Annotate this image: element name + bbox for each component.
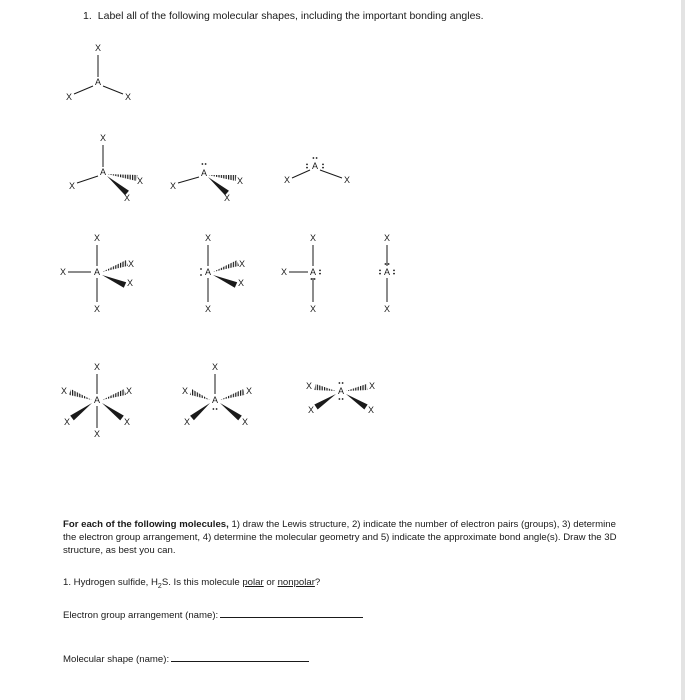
ligand-atom: X [94, 43, 102, 53]
lone-pair-dot [379, 270, 381, 272]
ligand-atom: X [236, 176, 244, 186]
lone-pair-dot [385, 263, 387, 265]
bond-line [74, 86, 93, 94]
ligand-atom: X [68, 181, 76, 191]
h2s-question [63, 577, 320, 590]
instructions-text: 1) draw the Lewis structure, 2) indicate the number of electron pairs (groups), 3) determine the electron group arrangement, 4) determine the molecular geometry and 5) indicate the approximate bond angle(s). Draw the 3D structure, as best you can. [63, 519, 617, 556]
ligand-atom: X [123, 417, 131, 427]
wedge-bond [314, 394, 336, 410]
wedge-bond [102, 403, 124, 420]
ligand-atom: X [280, 267, 288, 277]
ligand-atom: X [309, 233, 317, 243]
lone-pair-dot [313, 157, 315, 159]
lone-pair-dot [342, 382, 344, 384]
bond-line [103, 86, 123, 94]
ligand-atom: X [237, 278, 245, 288]
h2s-prefix: 1. Hydrogen sulfide, H [63, 577, 158, 588]
lone-pair-dot [339, 398, 341, 400]
ligand-atom: X [93, 429, 101, 439]
lone-pair-dot [213, 408, 215, 410]
dash-bond [213, 260, 239, 272]
lone-pair-dot [216, 408, 218, 410]
or-text: or [263, 577, 278, 588]
dash-bond [69, 389, 92, 400]
lone-pair-dot [311, 278, 313, 280]
ligand-atom: X [283, 175, 291, 185]
central-atom: A [94, 77, 102, 87]
wedge-bond [102, 275, 126, 288]
central-atom: A [383, 267, 391, 277]
ligand-atom: X [124, 92, 132, 102]
ligand-atom: X [99, 133, 107, 143]
lone-pair-dot [319, 270, 321, 272]
lone-pair-dot [314, 278, 316, 280]
ligand-atom: X [127, 259, 135, 269]
ligand-atom: X [368, 381, 376, 391]
wedge-bond [190, 403, 210, 420]
central-atom: A [337, 386, 345, 396]
central-atom: A [204, 267, 212, 277]
lone-pair-dot [322, 164, 324, 166]
central-atom: A [311, 161, 319, 171]
dash-bond [346, 384, 368, 391]
ligand-atom: X [204, 304, 212, 314]
central-atom: A [200, 168, 208, 178]
dash-bond [102, 260, 128, 272]
central-atom: A [211, 395, 219, 405]
ligand-atom: X [383, 304, 391, 314]
polar-option: polar [242, 577, 264, 588]
instructions-bold: For each of the following molecules, [63, 519, 229, 530]
page-edge [681, 0, 685, 700]
ligand-atom: X [383, 233, 391, 243]
lone-pair-dot [322, 167, 324, 169]
lone-pair-dot [205, 163, 207, 165]
molecular-shape-label: Molecular shape (name): [63, 654, 170, 665]
lone-pair-dot [342, 398, 344, 400]
lone-pair-dot [306, 167, 308, 169]
wedge-bond [220, 403, 242, 420]
ligand-atom: X [123, 193, 131, 203]
ligand-atom: X [93, 233, 101, 243]
central-atom: A [99, 167, 107, 177]
electron-group-field [63, 607, 363, 621]
ligand-atom: X [245, 386, 253, 396]
lone-pair-dot [306, 164, 308, 166]
instructions-paragraph [63, 518, 623, 557]
ligand-atom: X [204, 233, 212, 243]
question-prompt: Label all of the following molecular shapes, including the important bonding angles. [97, 10, 484, 22]
ligand-atom: X [223, 193, 231, 203]
ligand-atom: X [60, 386, 68, 396]
nonpolar-option: nonpolar [277, 577, 315, 588]
lone-pair-dot [316, 157, 318, 159]
ligand-atom: X [238, 259, 246, 269]
question-mark: ? [314, 577, 321, 588]
ligand-atom: X [93, 304, 101, 314]
electron-group-answer-line[interactable] [220, 607, 363, 618]
ligand-atom: X [309, 304, 317, 314]
ligand-atom: X [343, 175, 351, 185]
ligand-atom: X [241, 417, 249, 427]
dash-bond [102, 389, 126, 400]
dash-bond [190, 389, 210, 400]
ligand-atom: X [93, 362, 101, 372]
central-atom: A [309, 267, 317, 277]
ligand-atom: X [305, 381, 313, 391]
ligand-atom: X [63, 417, 71, 427]
question-number: 1. [83, 10, 92, 22]
molecular-shape-answer-line[interactable] [171, 651, 309, 662]
lone-pair-dot [319, 273, 321, 275]
wedge-bond [346, 394, 368, 410]
lone-pair-dot [200, 268, 202, 270]
h2s-suffix: S. Is this molecule [161, 577, 243, 588]
lone-pair-dot [339, 382, 341, 384]
bond-line [77, 176, 98, 183]
lone-pair-dot [379, 273, 381, 275]
ligand-atom: X [307, 405, 315, 415]
bond-line [178, 177, 199, 183]
ligand-atom: X [169, 181, 177, 191]
wedge-bond [213, 275, 237, 288]
wedge-bond [70, 403, 92, 420]
lone-pair-dot [388, 263, 390, 265]
bond-line [292, 170, 310, 178]
bond-line [320, 170, 342, 178]
ligand-atom: X [136, 176, 144, 186]
ligand-atom: X [125, 386, 133, 396]
ligand-atom: X [59, 267, 67, 277]
lone-pair-dot [202, 163, 204, 165]
h2s-subscript: 2 [157, 582, 162, 590]
central-atom: A [93, 267, 101, 277]
lone-pair-dot [200, 274, 202, 276]
ligand-atom: X [65, 92, 73, 102]
ligand-atom: X [367, 405, 375, 415]
electron-group-label: Electron group arrangement (name): [63, 610, 219, 621]
dash-bond [314, 384, 336, 391]
lone-pair-dot [393, 270, 395, 272]
central-atom: A [93, 395, 101, 405]
ligand-atom: X [126, 278, 134, 288]
ligand-atom: X [183, 417, 191, 427]
ligand-atom: X [181, 386, 189, 396]
ligand-atom: X [211, 362, 219, 372]
dash-bond [220, 389, 245, 400]
molecular-shape-field [63, 651, 309, 665]
lone-pair-dot [393, 273, 395, 275]
